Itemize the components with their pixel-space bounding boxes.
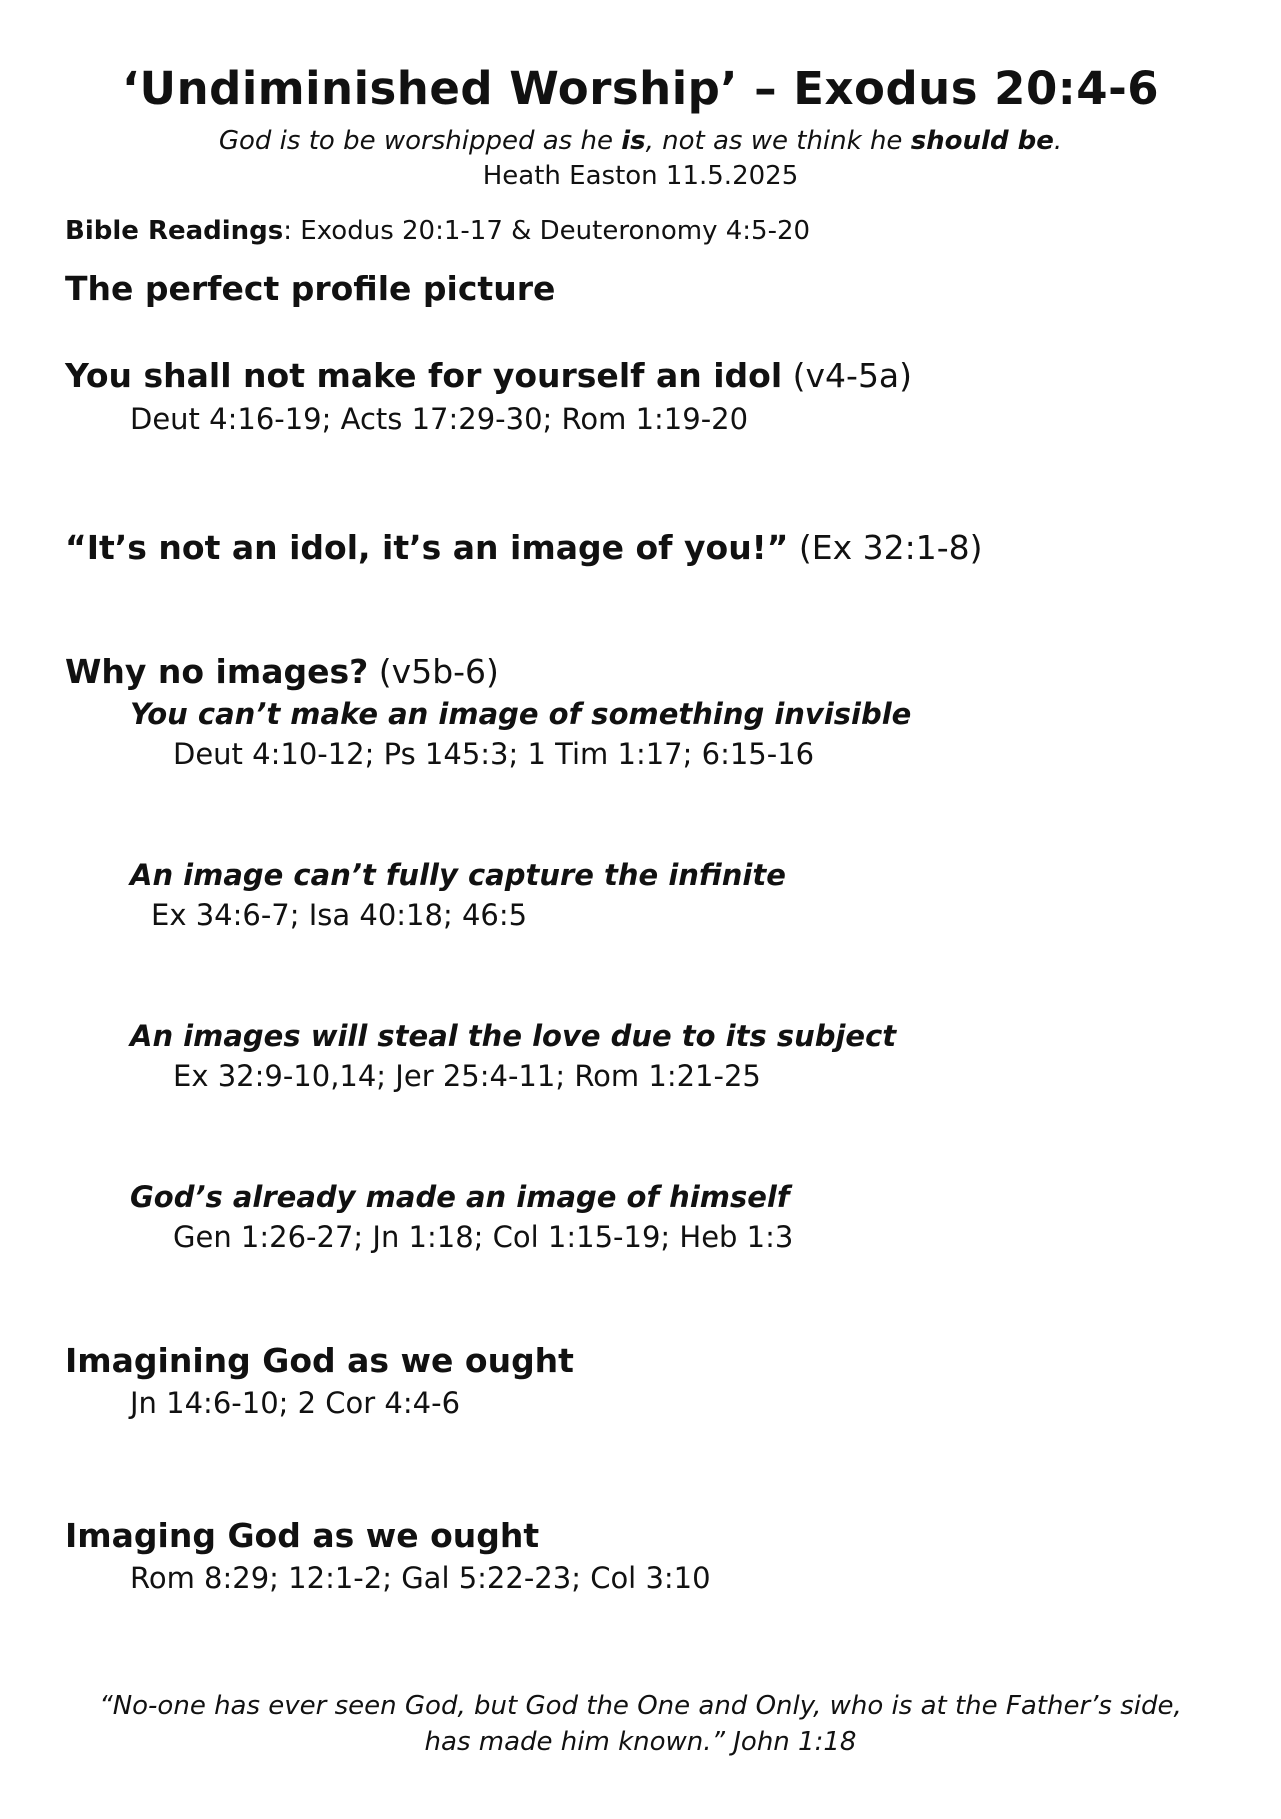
- author-date: Heath Easton 11.5.2025: [482, 161, 799, 191]
- section-heading-why: [65, 652, 499, 691]
- scripture-refs: Deut 4:16-19; Acts 17:29-30; Rom 1:19-20: [130, 402, 749, 436]
- heading-ref: (Ex 32:1-8): [788, 528, 983, 567]
- subtitle-text: .: [1053, 126, 1063, 156]
- subtitle-text: God is to be worshipped as he: [218, 126, 622, 156]
- subtitle-emphasis: is: [621, 126, 646, 156]
- page-subtitle: [0, 126, 1281, 156]
- subtitle-text: , not as we think he: [645, 126, 911, 156]
- scripture-refs: Ex 34:6-7; Isa 40:18; 46:5: [151, 898, 528, 932]
- scripture-refs: Deut 4:10-12; Ps 145:3; 1 Tim 1:17; 6:15-16: [173, 737, 815, 771]
- bible-readings: [65, 216, 810, 246]
- bible-readings-label: Bible Readings: [65, 216, 284, 246]
- section-heading-image-of-you: [65, 528, 983, 567]
- scripture-refs: Rom 8:29; 12:1-2; Gal 5:22-23; Col 3:10: [130, 1561, 711, 1595]
- heading-ref: (v4-5a): [782, 356, 913, 395]
- closing-quote-line: has made him known.” John 1:18: [424, 1727, 857, 1757]
- point-title: An images will steal the love due to its subject: [130, 1019, 897, 1053]
- heading-text: “It’s not an idol, it’s an image of you!”: [65, 528, 789, 567]
- point-title: An image can’t fully capture the infinite: [130, 858, 786, 892]
- heading-text: You shall not make for yourself an idol: [65, 356, 783, 395]
- scripture-refs: Jn 14:6-10; 2 Cor 4:4-6: [130, 1386, 461, 1420]
- closing-quote-line: “No-one has ever seen God, but God the One and Only, who is at the Father’s side,: [99, 1691, 1182, 1721]
- bible-readings-text: : Exodus 20:1-17 & Deuteronomy 4:5-20: [283, 216, 811, 246]
- subtitle-emphasis: should be: [910, 126, 1054, 156]
- closing-quote: [0, 1688, 1281, 1760]
- scripture-refs: Ex 32:9-10,14; Jer 25:4-11; Rom 1:21-25: [173, 1059, 761, 1093]
- heading-ref: (v5b-6): [368, 652, 499, 691]
- section-heading-imaging: Imaging God as we ought: [65, 1516, 540, 1555]
- section-heading-profile: The perfect profile picture: [65, 269, 556, 308]
- section-heading-imagining: Imagining God as we ought: [65, 1341, 574, 1380]
- point-title: God’s already made an image of himself: [130, 1180, 790, 1214]
- section-heading-idol: [65, 356, 912, 395]
- point-title: You can’t make an image of something invisible: [130, 697, 912, 731]
- page-title: ‘Undiminished Worship’ – Exodus 20:4-6: [121, 62, 1160, 115]
- heading-text: Why no images?: [65, 652, 369, 691]
- scripture-refs: Gen 1:26-27; Jn 1:18; Col 1:15-19; Heb 1:3: [173, 1220, 794, 1254]
